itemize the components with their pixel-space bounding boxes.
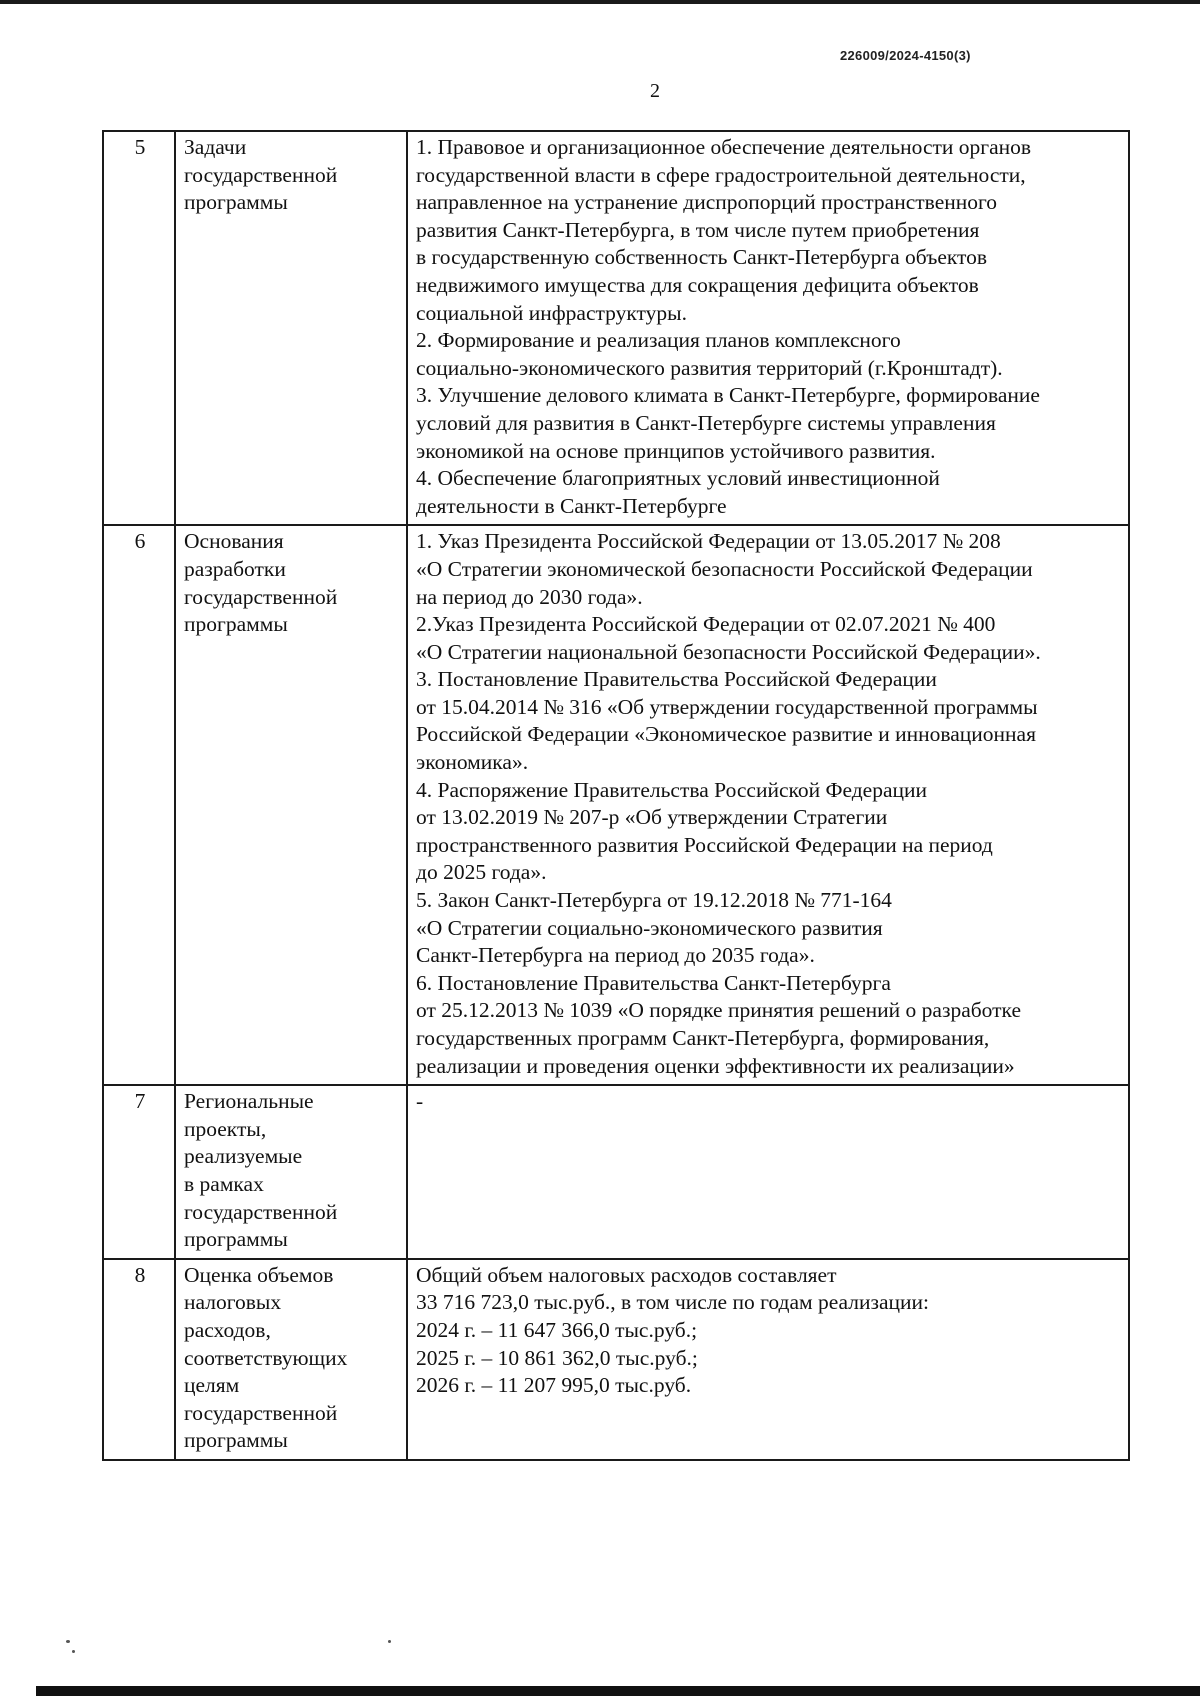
document-number: 226009/2024-4150(3) [840,48,971,63]
row-content [407,131,1129,525]
row-content [407,1259,1129,1460]
content-line: - [416,1089,424,1114]
label-line: государственной [184,1199,338,1224]
label-line: проекты, [184,1116,267,1141]
content-line: 2026 г. – 11 207 995,0 тыс.руб. [416,1373,692,1398]
label-line: Оценка объемов [184,1262,334,1287]
content-line: деятельности в Санкт-Петербурге [416,493,727,518]
content-line: условий для развития в Санкт-Петербурге системы управления [416,410,996,435]
content-line: Санкт-Петербурга на период до 2035 года». [416,943,815,968]
content-line: 4. Распоряжение Правительства Российской Федерации [416,777,928,802]
label-line: программы [184,190,288,215]
content-line: 6. Постановление Правительства Санкт-Петербурга [416,970,891,995]
label-line: Основания [184,529,284,554]
content-line: 2.Указ Президента Российской Федерации от 02.07.2021 № 400 [416,612,996,637]
label-line: соответствующих [184,1345,348,1370]
content-line: 2. Формирование и реализация планов комплексного [416,328,901,353]
label-line: государственной [184,584,338,609]
scan-speck [388,1640,391,1643]
content-line: до 2025 года». [416,860,547,885]
content-line: недвижимого имущества для сокращения дефицита объектов [416,272,979,297]
content-line: «О Стратегии национальной безопасности Российской Федерации». [416,639,1041,664]
table-row [103,525,1129,1085]
content-line: 1. Указ Президента Российской Федерации от 13.05.2017 № 208 [416,529,1001,554]
content-line: 5. Закон Санкт-Петербурга от 19.12.2018 № 771-164 [416,888,892,913]
content-line: государственной власти в сфере градостроительной деятельности, [416,162,1026,187]
row-number: 7 [103,1085,175,1259]
content-line: на период до 2030 года». [416,584,643,609]
label-line: в рамках [184,1171,264,1196]
table-row [103,1085,1129,1259]
content-line: «О Стратегии социально-экономического развития [416,915,883,940]
table-row [103,131,1129,525]
content-line: 1. Правовое и организационное обеспечение деятельности органов [416,135,1032,159]
content-line: «О Стратегии экономической безопасности Российской Федерации [416,556,1033,581]
scan-speck [72,1650,75,1653]
content-line: экономикой на основе принципов устойчивого развития. [416,438,936,463]
label-line: программы [184,1227,288,1252]
content-line: в государственную собственность Санкт-Петербурга объектов [416,245,988,270]
page-number: 2 [650,80,660,102]
label-line: налоговых [184,1290,282,1315]
row-content [407,1085,1129,1259]
content-line: от 13.02.2019 № 207-р «Об утверждении Стратегии [416,805,888,830]
content-line: социально-экономического развития территорий (г.Кронштадт). [416,355,1003,380]
label-line: разработки [184,556,286,581]
label-line: Задачи [184,135,247,159]
content-line: 4. Обеспечение благоприятных условий инвестиционной [416,466,940,491]
content-line: реализации и проведения оценки эффективности их реализации» [416,1053,1015,1078]
content-line: Российской Федерации «Экономическое развитие и инновационная [416,722,1036,747]
row-content [407,525,1129,1085]
row-number: 5 [103,131,175,525]
program-passport-table [102,130,1130,1461]
content-line: от 15.04.2014 № 316 «Об утверждении государственной программы [416,694,1038,719]
content-line: направленное на устранение диспропорций пространственного [416,190,998,215]
content-line: экономика». [416,750,529,775]
label-line: целям [184,1373,240,1398]
content-line: 3. Улучшение делового климата в Санкт-Петербурге, формирование [416,383,1040,408]
label-line: реализуемые [184,1144,303,1169]
row-label [175,1259,407,1460]
row-label [175,1085,407,1259]
content-line: 33 716 723,0 тыс.руб., в том числе по годам реализации: [416,1290,930,1315]
label-line: программы [184,1428,288,1453]
content-line: развития Санкт-Петербурга, в том числе путем приобретения [416,217,980,242]
content-line: от 25.12.2013 № 1039 «О порядке принятия решений о разработке [416,998,1022,1023]
label-line: расходов, [184,1317,271,1342]
content-line: 2025 г. – 10 861 362,0 тыс.руб.; [416,1345,698,1370]
row-number: 6 [103,525,175,1085]
content-line: государственных программ Санкт-Петербурга, формирования, [416,1026,990,1050]
label-line: государственной [184,1400,338,1425]
label-line: Региональные [184,1089,314,1114]
label-line: государственной [184,162,338,187]
content-line: пространственного развития Российской Федерации на период [416,832,993,857]
row-label [175,525,407,1085]
content-line: социальной инфраструктуры. [416,300,687,325]
content-line: 3. Постановление Правительства Российской Федерации [416,667,937,692]
row-label [175,131,407,525]
content-line: Общий объем налоговых расходов составляет [416,1262,837,1287]
scan-bottom-border [36,1686,1200,1696]
table-row [103,1259,1129,1460]
label-line: программы [184,612,288,637]
content-line: 2024 г. – 11 647 366,0 тыс.руб.; [416,1317,698,1342]
scan-speck [66,1640,70,1643]
scan-top-border [0,0,1200,4]
row-number: 8 [103,1259,175,1460]
